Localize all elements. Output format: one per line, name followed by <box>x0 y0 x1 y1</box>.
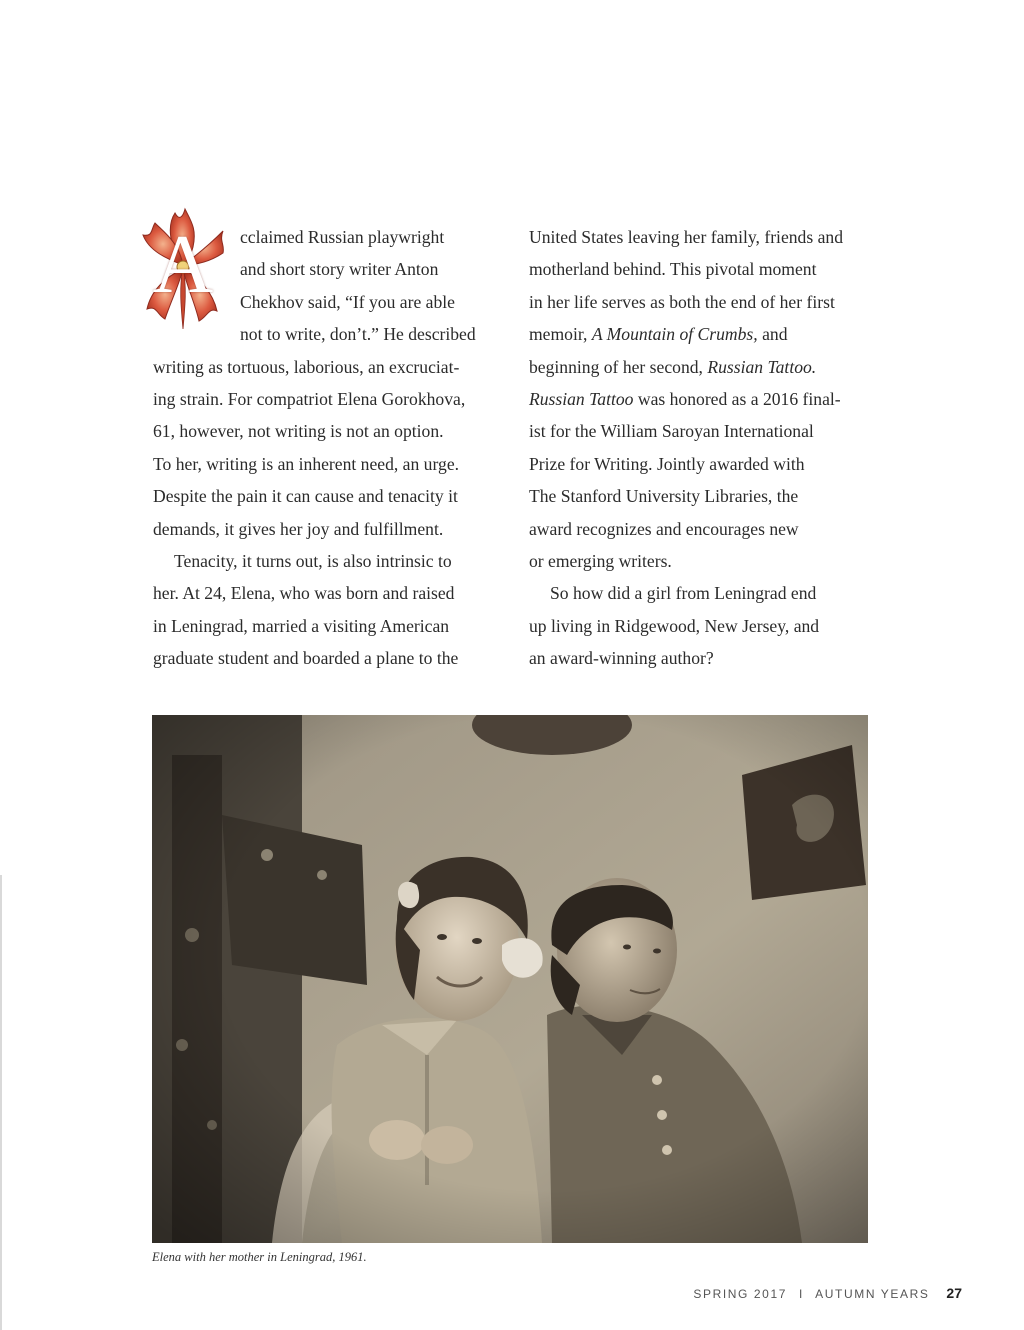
dropcap-letter: A <box>152 218 214 311</box>
text-line: writing as tortuous, laborious, an excruciat- <box>153 356 460 377</box>
dropcap-paragraph <box>152 218 503 351</box>
text-line: The Stanford University Libraries, the <box>529 486 799 507</box>
text-line: an award-winning author? <box>529 648 714 669</box>
text-line <box>529 383 874 415</box>
text-line: motherland behind. This pivotal moment <box>529 259 817 280</box>
book-title-russian-tattoo: Russian Tattoo. <box>707 356 817 377</box>
paragraph-3 <box>529 577 874 674</box>
text-line: Chekhov said, “If you are able <box>240 291 455 312</box>
photo-caption: Elena with her mother in Leningrad, 1961. <box>152 1250 367 1264</box>
text-line: her. At 24, Elena, who was born and raised <box>153 583 455 604</box>
text-line: graduate student and boarded a plane to the <box>153 648 459 669</box>
text-line: cclaimed Russian playwright <box>240 227 445 247</box>
paragraph-1-continued <box>153 351 503 545</box>
text-line: 61, however, not writing is not an option. <box>153 421 444 442</box>
vintage-photo <box>152 715 868 1243</box>
text-line: To her, writing is an inherent need, an urge. <box>153 453 460 474</box>
text-line: Tenacity, it turns out, is also intrinsic to <box>174 551 452 572</box>
text-line: and short story writer Anton <box>240 259 439 280</box>
page-number: 27 <box>946 1285 962 1301</box>
article-left-column <box>152 218 503 675</box>
text-line: in her life serves as both the end of her first <box>529 291 835 312</box>
text-line: So how did a girl from Leningrad end <box>550 583 817 604</box>
text-line: Prize for Writing. Jointly awarded with <box>529 453 805 474</box>
paragraph-2 <box>153 545 503 675</box>
book-title-russian-tattoo: Russian Tattoo <box>529 389 634 410</box>
dropcap-lines <box>240 221 505 351</box>
text-run: was honored as a 2016 final- <box>633 389 841 410</box>
text-line <box>529 351 874 383</box>
text-line: ist for the William Saroyan International <box>529 421 814 442</box>
issue-label: SPRING 2017 <box>693 1287 787 1301</box>
text-run: memoir, <box>529 324 592 345</box>
text-line: or emerging writers. <box>529 551 672 572</box>
footer-separator: I <box>798 1287 804 1301</box>
text-line: United States leaving her family, friends and <box>529 227 843 247</box>
text-line: demands, it gives her joy and fulfillment. <box>153 518 444 539</box>
text-run: beginning of her second, <box>529 356 708 377</box>
text-line: in Leningrad, married a visiting American <box>153 615 450 636</box>
photo-illustration <box>152 715 868 1243</box>
page-edge-divider <box>0 875 2 1330</box>
page-footer <box>693 1285 962 1301</box>
magazine-name: AUTUMN YEARS <box>815 1287 930 1301</box>
text-line: up living in Ridgewood, New Jersey, and <box>529 615 820 636</box>
text-line: Despite the pain it can cause and tenacity it <box>153 486 458 507</box>
text-line: ing strain. For compatriot Elena Gorokhova, <box>153 389 466 409</box>
text-run: and <box>757 324 788 345</box>
text-line: not to write, don’t.” He described <box>240 324 476 345</box>
text-line: award recognizes and encourages new <box>529 518 799 539</box>
book-title-mountain-of-crumbs: A Mountain of Crumbs, <box>591 324 758 345</box>
paragraph-2-continued <box>529 221 874 577</box>
text-line <box>529 318 874 350</box>
flower-dropcap <box>139 207 227 331</box>
article-right-column <box>529 221 874 675</box>
